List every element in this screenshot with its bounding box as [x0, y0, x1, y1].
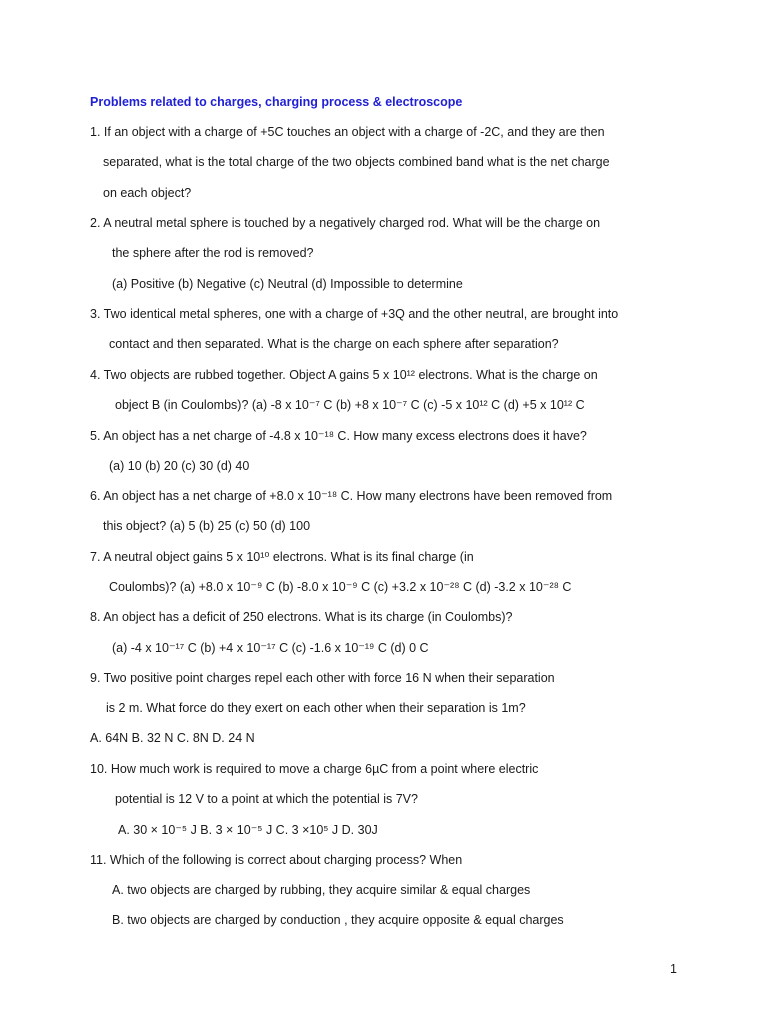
- problem-10-line-1: 10. How much work is required to move a charge 6µC from a point where electric: [90, 762, 539, 776]
- problem-4-line-1: 4. Two objects are rubbed together. Object A gains 5 x 10¹² electrons. What is the charge on: [90, 368, 598, 382]
- problem-6-options: this object? (a) 5 (b) 25 (c) 50 (d) 100: [103, 519, 311, 533]
- problem-5-line-1: 5. An object has a net charge of -4.8 x 10⁻¹⁸ C. How many excess electrons does it have?: [90, 429, 587, 443]
- problem-8-line-1: 8. An object has a deficit of 250 electrons. What is its charge (in Coulombs)?: [90, 610, 513, 624]
- problem-2-options: (a) Positive (b) Negative (c) Neutral (d) Impossible to determine: [112, 277, 463, 291]
- problem-1-line-2: separated, what is the total charge of the two objects combined band what is the net charge: [103, 155, 610, 169]
- problem-3-line-1: 3. Two identical metal spheres, one with a charge of +3Q and the other neutral, are brought into: [90, 307, 619, 321]
- problem-7-line-1: 7. A neutral object gains 5 x 10¹⁰ electrons. What is its final charge (in: [90, 550, 474, 564]
- problem-10-line-2: potential is 12 V to a point at which the potential is 7V?: [115, 792, 418, 806]
- problem-1-line-3: on each object?: [103, 186, 192, 200]
- problem-9-line-1: 9. Two positive point charges repel each other with force 16 N when their separation: [90, 671, 555, 685]
- problem-11-line-1: 11. Which of the following is correct about charging process? When: [90, 853, 463, 867]
- problem-6-line-1: 6. An object has a net charge of +8.0 x 10⁻¹⁸ C. How many electrons have been removed from: [90, 489, 613, 503]
- problem-5-options: (a) 10 (b) 20 (c) 30 (d) 40: [109, 459, 250, 473]
- problem-2-line-2: the sphere after the rod is removed?: [112, 246, 314, 260]
- problem-9-line-2: is 2 m. What force do they exert on each other when their separation is 1m?: [106, 701, 526, 715]
- problem-9-options: A. 64N B. 32 N C. 8N D. 24 N: [90, 731, 255, 745]
- document-title: Problems related to charges, charging process & electroscope: [90, 95, 463, 109]
- problem-3-line-2: contact and then separated. What is the charge on each sphere after separation?: [109, 337, 559, 351]
- problem-11-option-b: B. two objects are charged by conduction , they acquire opposite & equal charges: [112, 913, 564, 927]
- problem-1-line-1: 1. If an object with a charge of +5C touches an object with a charge of -2C, and they are then: [90, 125, 605, 139]
- problem-2-line-1: 2. A neutral metal sphere is touched by a negatively charged rod. What will be the charge on: [90, 216, 601, 230]
- problem-4-options: object B (in Coulombs)? (a) -8 x 10⁻⁷ C (b) +8 x 10⁻⁷ C (c) -5 x 10¹² C (d) +5 x 10¹² C: [115, 398, 585, 412]
- page-number: 1: [670, 962, 677, 976]
- problem-10-options: A. 30 × 10⁻⁵ J B. 3 × 10⁻⁵ J C. 3 ×10⁵ J D. 30J: [118, 823, 378, 837]
- problem-8-options: (a) -4 x 10⁻¹⁷ C (b) +4 x 10⁻¹⁷ C (c) -1.6 x 10⁻¹⁹ C (d) 0 C: [112, 641, 429, 655]
- problem-11-option-a: A. two objects are charged by rubbing, they acquire similar & equal charges: [112, 883, 531, 897]
- problem-7-options: Coulombs)? (a) +8.0 x 10⁻⁹ C (b) -8.0 x 10⁻⁹ C (c) +3.2 x 10⁻²⁸ C (d) -3.2 x 10⁻²⁸ C: [109, 580, 572, 594]
